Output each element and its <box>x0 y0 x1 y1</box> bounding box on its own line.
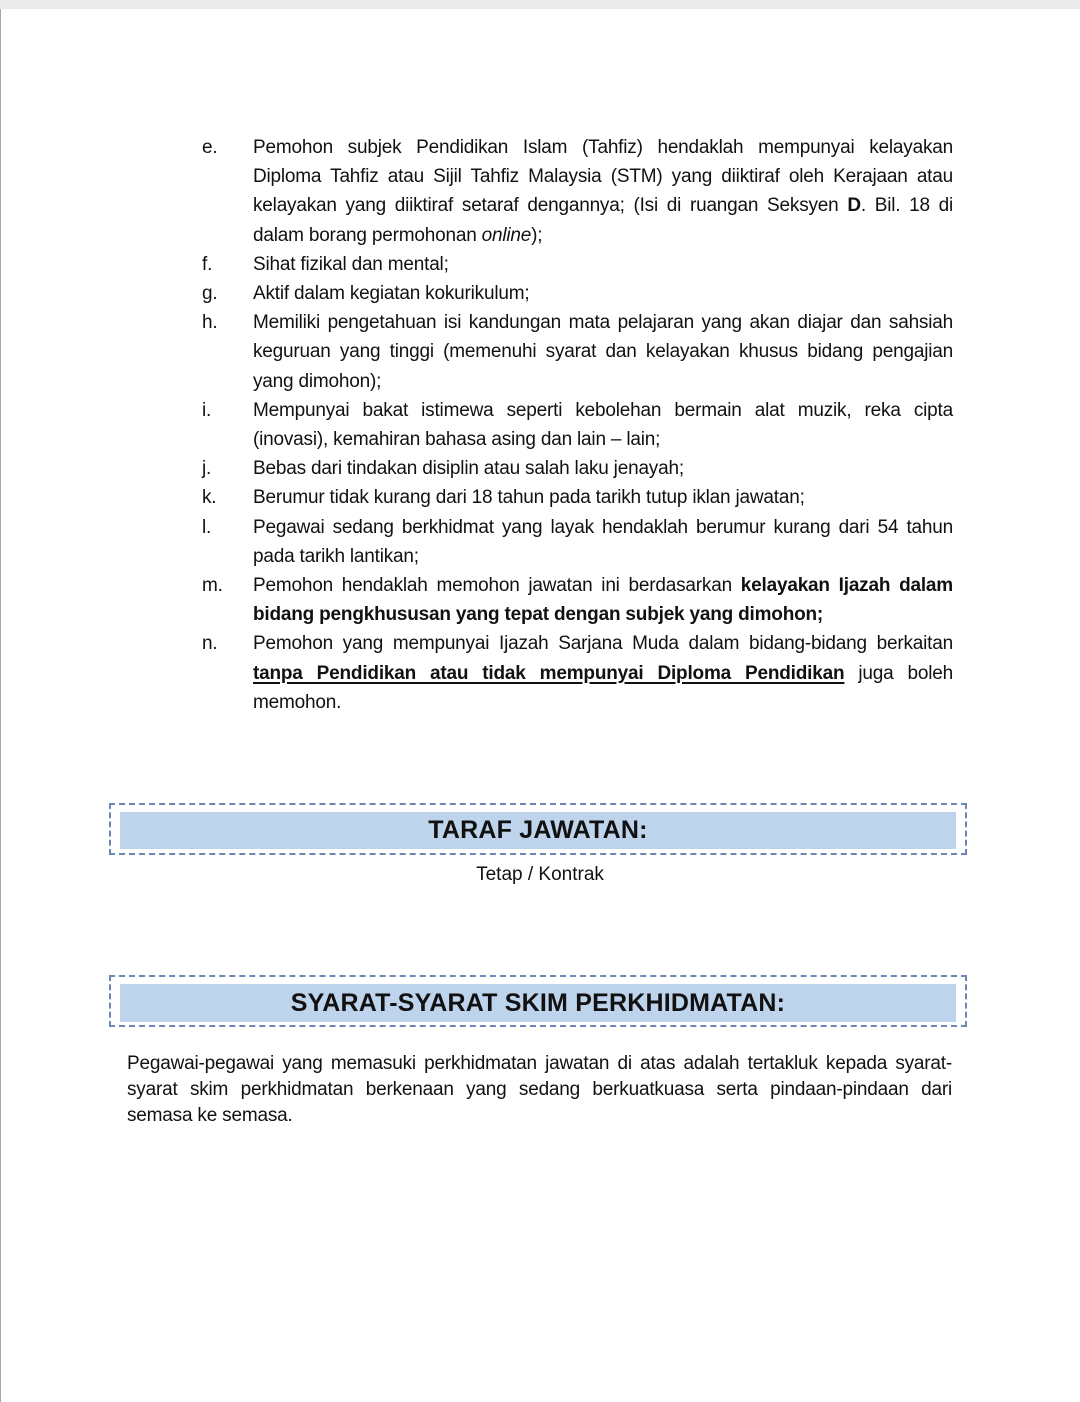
text-run: kelayakan Ijazah dalam bidang pengkhususan yang tepat dengan subjek yang dimohon; <box>253 575 953 626</box>
text-run: Berumur tidak kurang dari 18 tahun pada tarikh tutup iklan jawatan; <box>253 487 805 509</box>
list-item-text <box>253 513 953 571</box>
list-item-label: k. <box>202 487 217 509</box>
taraf-jawatan-value: Tetap / Kontrak <box>476 864 604 885</box>
list-item <box>200 396 953 454</box>
text-run: Memiliki pengetahuan isi kandungan mata pelajaran yang akan diajar dan sahsiah keguruan yang tinggi (memenuhi syarat dan kelayakan khusus bidang pengajian yang dimohon); <box>253 312 953 392</box>
text-run: Aktif dalam kegiatan kokurikulum; <box>253 283 530 305</box>
text-run: juga boleh memohon. <box>253 662 953 713</box>
list-item-text <box>253 250 953 279</box>
section-heading: SYARAT-SYARAT SKIM PERKHIDMATAN: <box>120 984 956 1022</box>
list-item <box>200 483 953 512</box>
list-item-text <box>253 483 953 512</box>
text-run: ); <box>531 224 543 246</box>
list-item <box>200 250 953 279</box>
text-run: Pemohon hendaklah memohon jawatan ini berdasarkan <box>253 575 741 597</box>
text-run: D <box>847 195 861 217</box>
syarat-skim-section <box>109 975 967 1027</box>
text-run: online <box>481 224 532 246</box>
requirements-list <box>200 133 953 717</box>
list-item-label: f. <box>202 253 213 275</box>
list-item-label: g. <box>202 283 218 305</box>
list-item-label: m. <box>202 575 223 597</box>
viewer-top-bar <box>0 0 1080 9</box>
list-item-label: e. <box>202 137 218 158</box>
list-item-text <box>253 308 953 396</box>
list-item <box>200 133 953 250</box>
list-item <box>200 279 953 308</box>
text-run: Pemohon yang mempunyai Ijazah Sarjana Muda dalam bidang-bidang berkaitan <box>253 633 953 655</box>
text-run: Pemohon subjek Pendidikan Islam (Tahfiz) hendaklah mempunyai kelayakan Diploma Tahfiz atau Sijil Tahfiz Malaysia (STM) yang diiktiraf oleh Kerajaan atau kelayakan yang diiktiraf setaraf dengannya; (Isi di ruangan Seksyen <box>253 137 953 217</box>
text-run: . Bil. 18 di dalam borang permohonan <box>253 195 954 246</box>
list-item-label: j. <box>202 458 212 480</box>
list-item-label: h. <box>202 312 218 334</box>
list-item-text <box>253 279 953 308</box>
list-item-text <box>253 133 953 250</box>
syarat-skim-body: Pegawai-pegawai yang memasuki perkhidmatan jawatan di atas adalah tertakluk kepada syarat-syarat skim perkhidmatan berkenaan yang sedang berkuatkuasa serta pindaan-pindaan dari semasa ke semasa. <box>127 1053 952 1126</box>
taraf-jawatan-section <box>109 803 967 855</box>
list-item-text <box>253 571 953 629</box>
text-run: Sihat fizikal dan mental; <box>253 253 449 275</box>
list-item <box>200 308 953 396</box>
text-run: Pegawai sedang berkhidmat yang layak hendaklah berumur kurang dari 54 tahun pada tarikh lantikan; <box>253 516 953 567</box>
section-heading: TARAF JAWATAN: <box>120 812 956 849</box>
list-item <box>200 629 953 717</box>
list-item-text <box>253 454 953 483</box>
list-item <box>200 513 953 571</box>
list-item <box>200 454 953 483</box>
page-left-edge <box>0 9 1 1402</box>
list-item <box>200 571 953 629</box>
list-item-label: l. <box>202 516 212 538</box>
text-run: Bebas dari tindakan disiplin atau salah laku jenayah; <box>253 458 684 480</box>
text-run: Mempunyai bakat istimewa seperti kebolehan bermain alat muzik, reka cipta (inovasi), kemahiran bahasa asing dan lain – lain; <box>253 399 953 451</box>
list-item-text <box>253 629 953 717</box>
text-run: tanpa Pendidikan atau tidak mempunyai Diploma Pendidikan <box>253 662 845 684</box>
list-item-text <box>253 396 953 454</box>
list-item-label: i. <box>202 399 212 421</box>
list-item-label: n. <box>202 633 218 655</box>
